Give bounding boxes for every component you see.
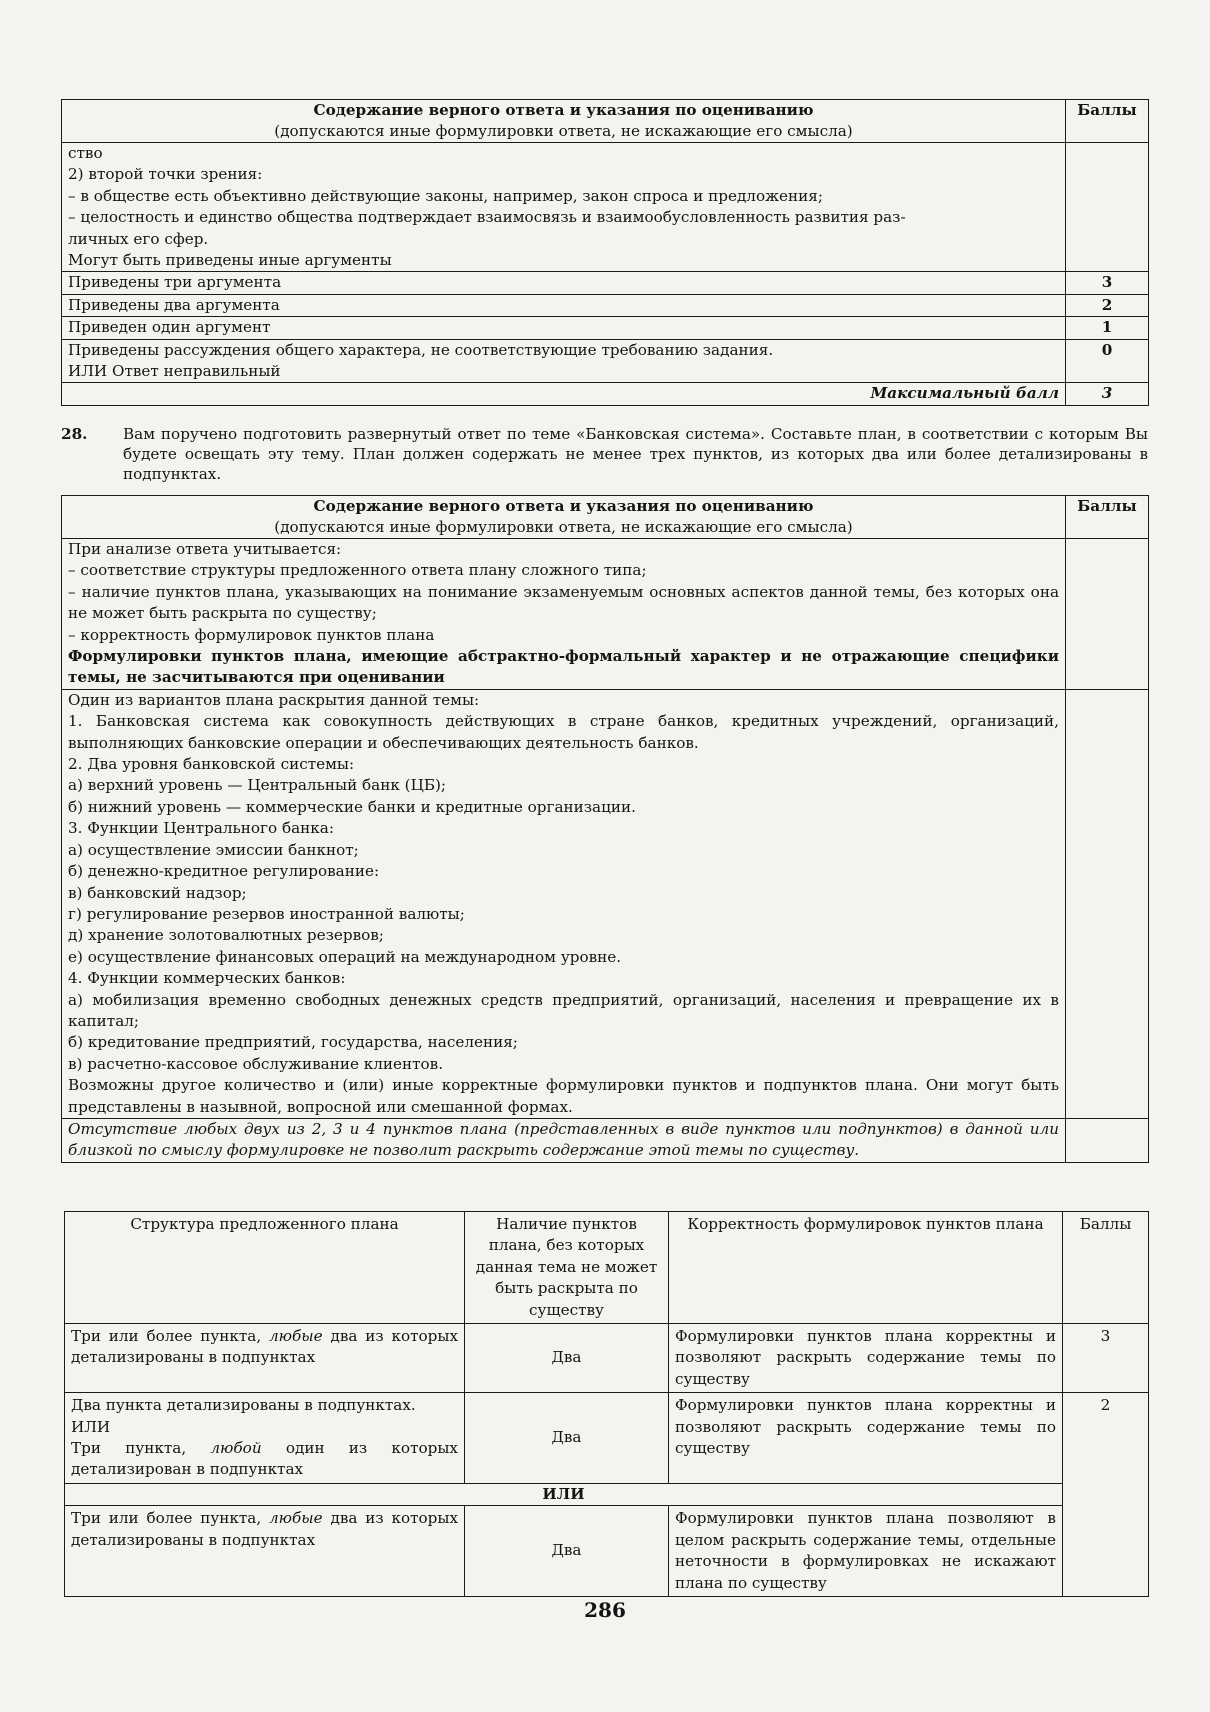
score-row <box>62 294 1149 316</box>
header-title: Содержание верного ответа и указания по оцениванию <box>313 101 814 119</box>
structure-text: Три пункта, <box>71 1439 211 1458</box>
score-points: 2 <box>1066 294 1149 316</box>
content-line: ство <box>68 144 103 162</box>
empty-points-cell <box>1066 1118 1149 1162</box>
plan-line: а) верхний уровень — Центральный банк (ЦБ); <box>68 776 447 795</box>
header-subtitle: (допускаются иные формулировки ответа, не искажающие его смысла) <box>274 518 853 536</box>
score-text: Приведены три аргумента <box>62 272 1066 294</box>
score-points: 3 <box>1066 272 1149 294</box>
structure-cell <box>65 1324 465 1393</box>
task-number: 28. <box>61 425 88 443</box>
plan-line: б) кредитование предприятий, государства, населения; <box>68 1033 518 1052</box>
score-row-zero <box>62 339 1149 383</box>
structure-text: два из которых детализированы в подпунктах <box>71 1327 459 1367</box>
scoring-table-continued <box>61 99 1149 406</box>
or-separator-row <box>65 1483 1149 1505</box>
presence-cell: Два <box>465 1393 669 1484</box>
header-correctness: Корректность формулировок пунктов плана <box>669 1212 1063 1324</box>
header-subtitle: (допускаются иные формулировки ответа, не искажающие его смысла) <box>274 122 853 140</box>
table-header-row <box>62 496 1149 539</box>
plan-line: Один из вариантов плана раскрытия данной темы: <box>68 690 480 709</box>
plan-line: в) банковский надзор; <box>68 883 247 902</box>
max-score-row <box>62 383 1149 405</box>
structure-emphasis: любой <box>210 1439 262 1458</box>
score-row <box>62 272 1149 294</box>
content-line: Могут быть приведены иные аргументы <box>68 251 392 270</box>
criteria-row <box>62 539 1149 690</box>
criteria-cell <box>62 539 1066 690</box>
score-points: 0 <box>1066 339 1149 383</box>
presence-cell: Два <box>465 1506 669 1597</box>
header-structure: Структура предложенного плана <box>65 1212 465 1324</box>
structure-emphasis: любые <box>268 1327 323 1346</box>
criteria-row-2-alt <box>65 1506 1149 1597</box>
scoring-criteria-table <box>64 1211 1149 1597</box>
empty-points-cell <box>1066 539 1149 690</box>
plan-line: д) хранение золотовалютных резервов; <box>68 926 384 945</box>
content-line: – в обществе есть объективно действующие законы, например, закон спроса и предложения; <box>68 186 823 205</box>
criteria-line: – соответствие структуры предложенного ответа плану сложного типа; <box>68 561 647 580</box>
header-cell <box>62 100 1066 143</box>
zero-line: Приведены рассуждения общего характера, не соответствующие требованию задания. <box>68 340 774 359</box>
structure-or: ИЛИ <box>71 1417 111 1436</box>
plan-line: б) денежно-кредитное регулирование: <box>68 862 380 881</box>
criteria-row-2 <box>65 1393 1149 1484</box>
zero-line: ИЛИ Ответ неправильный <box>68 362 281 381</box>
structure-text: Три или более пункта, <box>71 1509 269 1528</box>
plan-line: 4. Функции коммерческих банков: <box>68 969 346 988</box>
header-title: Содержание верного ответа и указания по оцениванию <box>313 497 814 515</box>
structure-text: один из которых детализирован в подпунктах <box>71 1439 458 1479</box>
points-cell: 3 <box>1063 1324 1149 1393</box>
score-text: Приведен один аргумент <box>62 317 1066 339</box>
content-line: – целостность и единство общества подтверждает взаимосвязь и взаимообусловленность развития раз- <box>68 208 906 227</box>
criteria-line: – корректность формулировок пунктов плана <box>68 625 435 644</box>
plan-cell <box>62 689 1066 1118</box>
structure-emphasis: любые <box>268 1509 323 1528</box>
structure-cell <box>65 1393 465 1484</box>
structure-text: два из которых детализированы в подпунктах <box>71 1509 459 1549</box>
points-cell: 2 <box>1063 1393 1149 1597</box>
content-cell <box>62 143 1066 272</box>
header-presence: Наличие пунктов плана, без которых данная тема не может быть раскрыта по существу <box>465 1212 669 1324</box>
correctness-cell: Формулировки пунктов плана корректны и позволяют раскрыть содержание темы по существу <box>669 1393 1063 1484</box>
criteria-line: – наличие пунктов плана, указывающих на понимание экзаменуемым основных аспектов данной темы, без которых она не может быть раскрыта по существу; <box>68 582 1059 623</box>
page-number: 286 <box>584 1598 626 1622</box>
italic-note: Отсутствие любых двух из 2, 3 и 4 пунктов плана (представленных в виде пунктов или подпунктов) в данной или близкой по смыслу формулировке не позволит раскрыть содержание этой темы по существу. <box>62 1118 1066 1162</box>
header-cell <box>62 496 1066 539</box>
plan-line: а) мобилизация временно свободных денежных средств предприятий, организаций, населения и превращение их в капитал; <box>68 990 1059 1030</box>
criteria-row-3 <box>65 1324 1149 1393</box>
answer-content-table <box>61 495 1149 1163</box>
criteria-line: При анализе ответа учитывается: <box>68 540 342 558</box>
header-points: Баллы <box>1066 496 1149 539</box>
or-separator: ИЛИ <box>65 1483 1063 1505</box>
table-header-row <box>62 100 1149 143</box>
criteria-header-row <box>65 1212 1149 1324</box>
plan-line: 1. Банковская система как совокупность действующих в стране банков, кредитных учреждений, организаций, выполняющих банковские операции и обеспечивающих деятельность банков. <box>68 712 1059 752</box>
structure-text: Три или более пункта, <box>71 1327 269 1346</box>
correctness-cell: Формулировки пунктов плана позволяют в целом раскрыть содержание темы, отдельные неточности в формулировках не искажают плана по существу <box>669 1506 1063 1597</box>
header-points: Баллы <box>1063 1212 1149 1324</box>
plan-line: 3. Функции Центрального банка: <box>68 819 334 838</box>
plan-line: в) расчетно-кассовое обслуживание клиентов. <box>68 1054 444 1073</box>
note-row <box>62 1118 1149 1162</box>
score-points: 1 <box>1066 317 1149 339</box>
score-text-zero <box>62 339 1066 383</box>
content-line: 2) второй точки зрения: <box>68 165 263 184</box>
max-score-points: 3 <box>1066 383 1149 405</box>
structure-text: Два пункта детализированы в подпунктах. <box>71 1396 416 1415</box>
plan-line: г) регулирование резервов иностранной валюты; <box>68 904 465 923</box>
plan-row <box>62 689 1149 1118</box>
presence-cell: Два <box>465 1324 669 1393</box>
plan-line: б) нижний уровень — коммерческие банки и кредитные организации. <box>68 797 636 816</box>
score-text: Приведены два аргумента <box>62 294 1066 316</box>
empty-points-cell <box>1066 143 1149 272</box>
plan-line: а) осуществление эмиссии банкнот; <box>68 840 359 859</box>
max-score-label: Максимальный балл <box>62 383 1066 405</box>
content-row <box>62 143 1149 272</box>
criteria-bold-note: Формулировки пунктов плана, имеющие абстрактно-формальный характер и не отражающие специфики темы, не засчитываются при оценивании <box>68 647 1059 687</box>
plan-line: Возможны другое количество и (или) иные корректные формулировки пунктов и подпунктов плана. Они могут быть представлены в назывной, вопросной или смешанной формах. <box>68 1076 1059 1116</box>
score-row <box>62 317 1149 339</box>
header-points: Баллы <box>1066 100 1149 143</box>
correctness-cell: Формулировки пунктов плана корректны и позволяют раскрыть содержание темы по существу <box>669 1324 1063 1393</box>
plan-line: 2. Два уровня банковской системы: <box>68 755 355 774</box>
task-28 <box>61 424 1148 484</box>
plan-line: е) осуществление финансовых операций на международном уровне. <box>68 947 622 966</box>
content-line: личных его сфер. <box>68 229 209 248</box>
structure-cell <box>65 1506 465 1597</box>
task-text: Вам поручено подготовить развернутый ответ по теме «Банковская система». Составьте план, в соответствии с которым Вы будете освещать эту тему. План должен содержать не менее трех пунктов, из которых два или более детализированы в подпунктах. <box>123 425 1148 483</box>
empty-points-cell <box>1066 689 1149 1118</box>
